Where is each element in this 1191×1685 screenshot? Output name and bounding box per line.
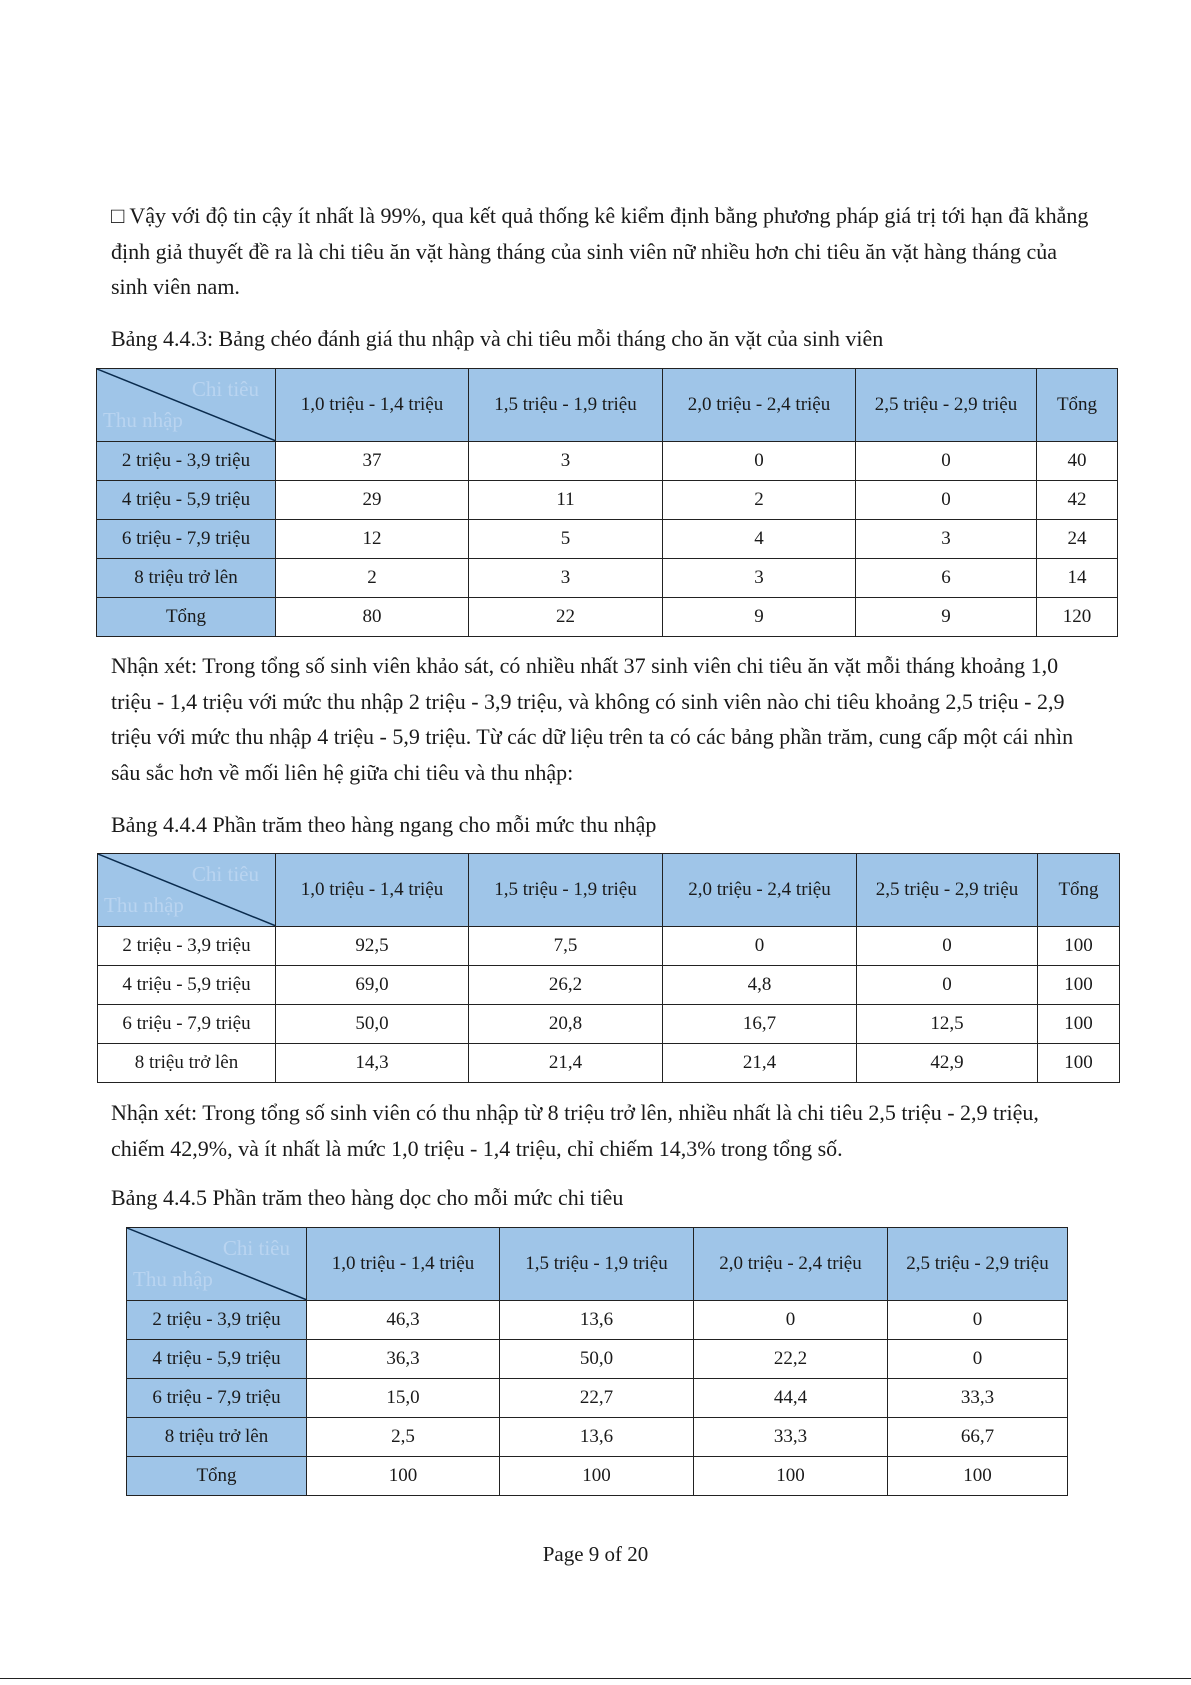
table-cell: 22,7 xyxy=(500,1379,694,1418)
bottom-divider xyxy=(0,1678,1191,1679)
row-label: 4 triệu - 5,9 triệu xyxy=(127,1340,307,1379)
table-cell: 0 xyxy=(663,442,856,481)
row-label: 2 triệu - 3,9 triệu xyxy=(98,927,276,966)
table2-row-percent xyxy=(97,853,1120,1083)
table-row xyxy=(98,1005,1120,1044)
table-cell: 37 xyxy=(276,442,469,481)
table-row xyxy=(127,1418,1068,1457)
table-row xyxy=(98,966,1120,1005)
table-cell: 3 xyxy=(856,520,1037,559)
table-cell: 13,6 xyxy=(500,1418,694,1457)
table-cell: 16,7 xyxy=(663,1005,857,1044)
table3-col-header: 1,0 triệu - 1,4 triệu xyxy=(307,1228,500,1301)
table-cell: 100 xyxy=(1038,966,1120,1005)
table-cell: 100 xyxy=(1038,1005,1120,1044)
table-cell: 13,6 xyxy=(500,1301,694,1340)
table-cell: 0 xyxy=(857,927,1038,966)
table-row xyxy=(97,442,1118,481)
corner-top-label: Chi tiêu xyxy=(222,1236,290,1260)
table1-corner-cell xyxy=(97,369,276,442)
table-cell: 50,0 xyxy=(276,1005,469,1044)
table-cell: 3 xyxy=(469,559,663,598)
table1-col-header: Tổng xyxy=(1037,369,1118,442)
table-cell: 0 xyxy=(663,927,857,966)
comment2-paragraph: Nhận xét: Trong tổng số sinh viên có thu nhập từ 8 triệu trở lên, nhiều nhất là chi tiêu 2,5 triệu - 2,9 triệu, chiếm 42,9%, và ít nhất là mức 1,0 triệu - 1,4 triệu, chỉ chiếm 14,3% trong tổng số. xyxy=(111,1100,1039,1161)
table-cell: 100 xyxy=(694,1457,888,1496)
corner-top-label: Chi tiêu xyxy=(191,862,259,886)
table-cell: 4 xyxy=(663,520,856,559)
row-label: 6 triệu - 7,9 triệu xyxy=(127,1379,307,1418)
table-cell: 92,5 xyxy=(276,927,469,966)
table-cell: 9 xyxy=(856,598,1037,637)
table-cell: 33,3 xyxy=(888,1379,1068,1418)
table-row xyxy=(97,481,1118,520)
row-label: 2 triệu - 3,9 triệu xyxy=(97,442,276,481)
corner-top-label: Chi tiêu xyxy=(191,377,259,401)
table2-col-header: 2,5 triệu - 2,9 triệu xyxy=(857,854,1038,927)
table-cell: 42,9 xyxy=(857,1044,1038,1083)
table-cell: 100 xyxy=(1038,927,1120,966)
table-cell: 14 xyxy=(1037,559,1118,598)
table1-col-header: 1,0 triệu - 1,4 triệu xyxy=(276,369,469,442)
table-row xyxy=(127,1301,1068,1340)
table-row xyxy=(127,1379,1068,1418)
table2-col-header: Tổng xyxy=(1038,854,1120,927)
table1-caption: Bảng 4.4.3: Bảng chéo đánh giá thu nhập và chi tiêu mỗi tháng cho ăn vặt của sinh viên xyxy=(111,326,884,351)
table3-column-percent xyxy=(126,1227,1068,1496)
corner-bottom-label: Thu nhập xyxy=(133,1267,213,1291)
table-cell: 2,5 xyxy=(307,1418,500,1457)
table1-crosstab xyxy=(96,368,1118,637)
row-label: 6 triệu - 7,9 triệu xyxy=(97,520,276,559)
table3-col-header: 1,5 triệu - 1,9 triệu xyxy=(500,1228,694,1301)
row-label: 2 triệu - 3,9 triệu xyxy=(127,1301,307,1340)
table-cell: 120 xyxy=(1037,598,1118,637)
table-cell: 3 xyxy=(469,442,663,481)
table-cell: 0 xyxy=(694,1301,888,1340)
table-cell: 2 xyxy=(663,481,856,520)
table-row xyxy=(98,927,1120,966)
row-label: 8 triệu trở lên xyxy=(98,1044,276,1083)
table-cell: 14,3 xyxy=(276,1044,469,1083)
table-cell: 33,3 xyxy=(694,1418,888,1457)
row-label: 4 triệu - 5,9 triệu xyxy=(98,966,276,1005)
row-label: Tổng xyxy=(127,1457,307,1496)
table-cell: 3 xyxy=(663,559,856,598)
table3-header-row xyxy=(127,1228,1068,1301)
table2-header-row xyxy=(98,854,1120,927)
table-cell: 80 xyxy=(276,598,469,637)
page-number: Page 9 of 20 xyxy=(542,1542,649,1566)
table-cell: 100 xyxy=(888,1457,1068,1496)
conclusion-paragraph: □ Vậy với độ tin cậy ít nhất là 99%, qua kết quả thống kê kiểm định bằng phương pháp giá trị tới hạn đã khẳng định giả thuyết đề ra là chi tiêu ăn vặt hàng tháng của sinh viên nữ nhiều hơn chi tiêu ăn vặt hàng tháng của sinh viên nam. xyxy=(111,203,1089,299)
row-label: 4 triệu - 5,9 triệu xyxy=(97,481,276,520)
table3-col-header: 2,5 triệu - 2,9 triệu xyxy=(888,1228,1068,1301)
table-row xyxy=(98,1044,1120,1083)
table2-col-header: 1,0 triệu - 1,4 triệu xyxy=(276,854,469,927)
table-row xyxy=(127,1340,1068,1379)
table-cell: 44,4 xyxy=(694,1379,888,1418)
table3-col-header: 2,0 triệu - 2,4 triệu xyxy=(694,1228,888,1301)
table-cell: 4,8 xyxy=(663,966,857,1005)
table1-col-header: 1,5 triệu - 1,9 triệu xyxy=(469,369,663,442)
table-cell: 100 xyxy=(500,1457,694,1496)
table-cell: 21,4 xyxy=(469,1044,663,1083)
row-label: Tổng xyxy=(97,598,276,637)
table-cell: 12,5 xyxy=(857,1005,1038,1044)
table-cell: 50,0 xyxy=(500,1340,694,1379)
table-row xyxy=(97,598,1118,637)
row-label: 8 triệu trở lên xyxy=(127,1418,307,1457)
table-cell: 9 xyxy=(663,598,856,637)
table-cell: 0 xyxy=(856,442,1037,481)
corner-bottom-label: Thu nhập xyxy=(104,893,184,917)
table-row xyxy=(127,1457,1068,1496)
table2-col-header: 1,5 triệu - 1,9 triệu xyxy=(469,854,663,927)
table-cell: 0 xyxy=(857,966,1038,1005)
table-cell: 2 xyxy=(276,559,469,598)
table-cell: 100 xyxy=(1038,1044,1120,1083)
table-cell: 0 xyxy=(888,1301,1068,1340)
table-cell: 21,4 xyxy=(663,1044,857,1083)
table-cell: 0 xyxy=(856,481,1037,520)
table1-header-row xyxy=(97,369,1118,442)
table-cell: 29 xyxy=(276,481,469,520)
table-cell: 100 xyxy=(307,1457,500,1496)
table-row xyxy=(97,520,1118,559)
table2-col-header: 2,0 triệu - 2,4 triệu xyxy=(663,854,857,927)
row-label: 6 triệu - 7,9 triệu xyxy=(98,1005,276,1044)
table-cell: 12 xyxy=(276,520,469,559)
table-cell: 36,3 xyxy=(307,1340,500,1379)
table3-caption: Bảng 4.4.5 Phần trăm theo hàng dọc cho mỗi mức chi tiêu xyxy=(111,1185,624,1210)
corner-bottom-label: Thu nhập xyxy=(103,408,183,432)
table-row xyxy=(97,559,1118,598)
comment1-paragraph: Nhận xét: Trong tổng số sinh viên khảo sát, có nhiều nhất 37 sinh viên chi tiêu ăn vặt mỗi tháng khoảng 1,0 triệu - 1,4 triệu với mức thu nhập 2 triệu - 3,9 triệu, và không có sinh viên nào chi tiêu khoảng 2,5 triệu - 2,9 triệu với mức thu nhập 4 triệu - 5,9 triệu. Từ các dữ liệu trên ta có các bảng phần trăm, cung cấp một cái nhìn sâu sắc hơn về mối liên hệ giữa chi tiêu và thu nhập: xyxy=(111,653,1074,785)
table1-col-header: 2,5 triệu - 2,9 triệu xyxy=(856,369,1037,442)
table-cell: 66,7 xyxy=(888,1418,1068,1457)
table-cell: 20,8 xyxy=(469,1005,663,1044)
table-cell: 46,3 xyxy=(307,1301,500,1340)
table-cell: 42 xyxy=(1037,481,1118,520)
table-cell: 7,5 xyxy=(469,927,663,966)
table-cell: 5 xyxy=(469,520,663,559)
table-cell: 22 xyxy=(469,598,663,637)
table-cell: 69,0 xyxy=(276,966,469,1005)
table-cell: 15,0 xyxy=(307,1379,500,1418)
table-cell: 24 xyxy=(1037,520,1118,559)
table-cell: 6 xyxy=(856,559,1037,598)
table-cell: 22,2 xyxy=(694,1340,888,1379)
table-cell: 26,2 xyxy=(469,966,663,1005)
table2-corner-cell xyxy=(98,854,276,927)
table3-corner-cell xyxy=(127,1228,307,1301)
table-cell: 40 xyxy=(1037,442,1118,481)
table1-col-header: 2,0 triệu - 2,4 triệu xyxy=(663,369,856,442)
table-cell: 11 xyxy=(469,481,663,520)
table-cell: 0 xyxy=(888,1340,1068,1379)
row-label: 8 triệu trở lên xyxy=(97,559,276,598)
table2-caption: Bảng 4.4.4 Phần trăm theo hàng ngang cho mỗi mức thu nhập xyxy=(111,812,657,837)
